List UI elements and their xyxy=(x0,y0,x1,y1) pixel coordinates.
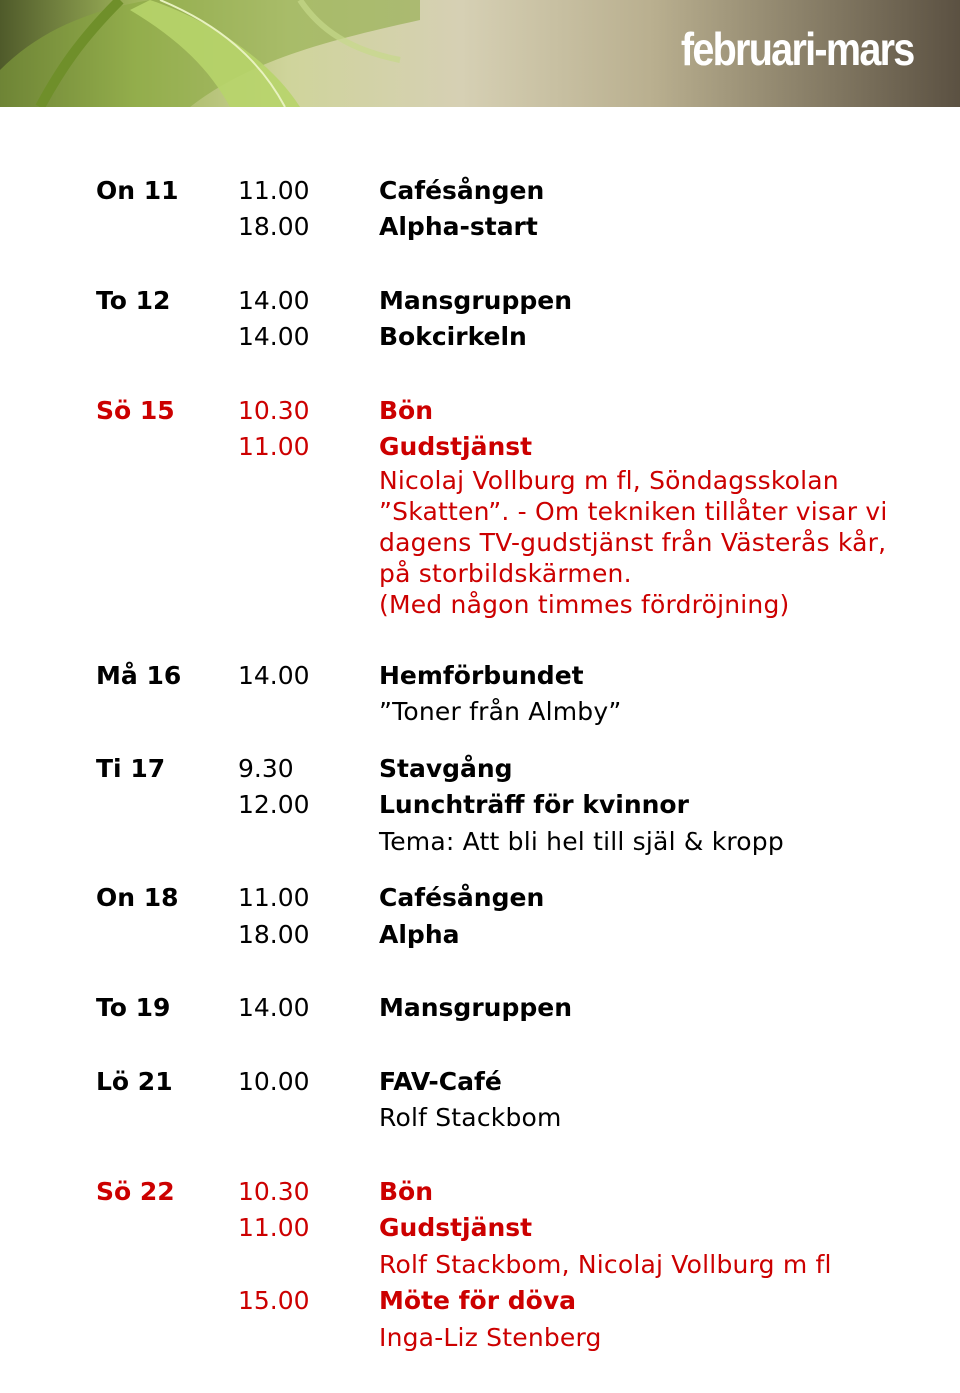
event-detail: Inga-Liz Stenberg xyxy=(379,1322,602,1352)
time-label: 10.00 xyxy=(238,1066,310,1096)
schedule-entry xyxy=(0,1173,960,1356)
event-title: Bön xyxy=(379,395,434,425)
schedule-entry xyxy=(0,172,960,245)
schedule-entry xyxy=(0,392,960,620)
day-label: To 19 xyxy=(96,993,171,1023)
event-detail: Rolf Stackbom xyxy=(379,1103,562,1133)
schedule-line xyxy=(0,282,960,319)
event-detail: på storbildskärmen. xyxy=(379,559,632,588)
schedule-list xyxy=(0,172,960,1393)
schedule-entry xyxy=(0,750,960,860)
event-detail: (Med någon timmes fördröjning) xyxy=(379,590,790,619)
schedule-line xyxy=(0,916,960,953)
schedule-line xyxy=(0,172,960,209)
schedule-line xyxy=(0,787,960,824)
detail-line xyxy=(0,589,960,620)
event-title: Lunchträff för kvinnor xyxy=(379,790,689,820)
time-label: 9.30 xyxy=(238,753,294,783)
time-label: 11.00 xyxy=(238,1213,310,1243)
day-label: Ti 17 xyxy=(96,753,166,783)
detail-line xyxy=(0,1100,960,1137)
time-label: 11.00 xyxy=(238,432,310,462)
event-title: Cafésången xyxy=(379,883,545,913)
detail-line xyxy=(0,823,960,860)
detail-line xyxy=(0,694,960,731)
day-label: On 11 xyxy=(96,175,179,205)
schedule-line xyxy=(0,392,960,429)
event-title: Alpha xyxy=(379,919,460,949)
event-detail: ”Skatten”. - Om tekniken tillåter visar vi xyxy=(379,497,888,526)
time-label: 10.30 xyxy=(238,1176,310,1206)
event-detail: dagens TV-gudstjänst från Västerås kår, xyxy=(379,528,887,557)
event-title: Bön xyxy=(379,1176,434,1206)
time-label: 18.00 xyxy=(238,212,310,242)
detail-line xyxy=(0,1246,960,1283)
event-title: Möte för döva xyxy=(379,1286,576,1316)
detail-line xyxy=(0,1319,960,1356)
schedule-line xyxy=(0,990,960,1027)
event-detail: Rolf Stackbom, Nicolaj Vollburg m fl xyxy=(379,1249,832,1279)
schedule-line xyxy=(0,209,960,246)
day-label: Sö 22 xyxy=(96,1176,175,1206)
schedule-line xyxy=(0,1210,960,1247)
event-title: Bokcirkeln xyxy=(379,322,527,352)
event-title: Mansgruppen xyxy=(379,285,572,315)
time-label: 15.00 xyxy=(238,1286,310,1316)
day-label: To 12 xyxy=(96,285,171,315)
event-title: Gudstjänst xyxy=(379,1213,533,1243)
time-label: 14.00 xyxy=(238,322,310,352)
schedule-line xyxy=(0,319,960,356)
time-label: 14.00 xyxy=(238,285,310,315)
event-title: Stavgång xyxy=(379,753,513,783)
event-detail: Tema: Att bli hel till själ & kropp xyxy=(379,826,784,856)
schedule-line xyxy=(0,1283,960,1320)
time-label: 14.00 xyxy=(238,660,310,690)
day-label: Sö 15 xyxy=(96,395,175,425)
schedule-line xyxy=(0,750,960,787)
time-label: 11.00 xyxy=(238,883,310,913)
time-label: 12.00 xyxy=(238,790,310,820)
schedule-line xyxy=(0,657,960,694)
header-banner xyxy=(0,0,960,107)
time-label: 14.00 xyxy=(238,993,310,1023)
time-label: 18.00 xyxy=(238,919,310,949)
schedule-line xyxy=(0,1173,960,1210)
leaf-photo-icon xyxy=(0,0,420,107)
detail-line xyxy=(0,558,960,589)
event-title: Hemförbundet xyxy=(379,660,584,690)
schedule-line xyxy=(0,1063,960,1100)
event-detail: Nicolaj Vollburg m fl, Söndagsskolan xyxy=(379,466,839,495)
schedule-entry xyxy=(0,1063,960,1136)
time-label: 10.30 xyxy=(238,395,310,425)
event-title: Mansgruppen xyxy=(379,993,572,1023)
event-title: Alpha-start xyxy=(379,212,538,242)
detail-line xyxy=(0,527,960,558)
detail-line xyxy=(0,496,960,527)
detail-line xyxy=(0,465,960,496)
event-title: Gudstjänst xyxy=(379,432,533,462)
day-label: Må 16 xyxy=(96,660,182,690)
schedule-entry xyxy=(0,282,960,355)
page-title: februari-mars xyxy=(681,23,914,75)
event-title: Cafésången xyxy=(379,175,545,205)
event-title: FAV-Café xyxy=(379,1066,502,1096)
schedule-entry xyxy=(0,990,960,1027)
day-label: On 18 xyxy=(96,883,179,913)
schedule-line xyxy=(0,429,960,466)
time-label: 11.00 xyxy=(238,175,310,205)
event-detail: ”Toner från Almby” xyxy=(379,697,622,727)
schedule-line xyxy=(0,880,960,917)
schedule-entry xyxy=(0,657,960,730)
schedule-entry xyxy=(0,880,960,953)
day-label: Lö 21 xyxy=(96,1066,173,1096)
